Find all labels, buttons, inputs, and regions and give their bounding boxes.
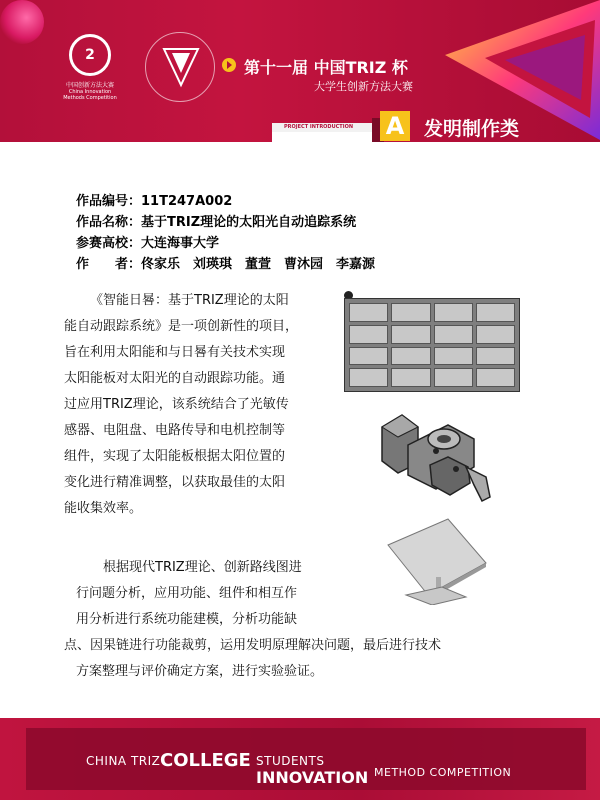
footer-text: CHINA TRIZ [86,754,161,768]
title-main: 第十一届 中国TRIZ 杯 [244,58,408,77]
project-meta [76,190,375,274]
text-line: 感器、电阻盘、电路传导和电机控制等 [64,423,286,438]
footer-text: METHOD COMPETITION [374,766,512,779]
category-letter: A [380,111,410,141]
motor-assembly-illustration [378,405,498,505]
method-paragraph [64,555,442,685]
triz-competition-logo [145,32,215,102]
solar-panel-illustration [344,291,522,394]
category-name: 发明制作类 [424,118,520,140]
meta-row: 作 者：佟家乐 刘瑛琪 董萱 曹沐园 李嘉源 [76,257,376,272]
text-line: 组件，实现了太阳能板根据太阳位置的 [64,449,286,464]
text-line: 《智能日晷：基于TRIZ理论的太阳 [90,293,289,308]
footer-text: STUDENTS [256,754,325,768]
meta-row: 作品名称：基于TRIZ理论的太阳光自动追踪系统 [76,215,357,230]
footer-text: INNOVATION [256,768,369,787]
category-bar [272,112,600,142]
text-line: 太阳能板对太阳光的自动跟踪功能。通 [64,371,286,386]
meta-row: 参赛高校：大连海事大学 [76,236,220,251]
footer-banner [0,718,600,800]
text-line: 过应用TRIZ理论，该系统结合了光敏传 [64,397,289,412]
cimc-logo: 2 中国创新方法大赛 China Innovation Methods Competition [55,34,125,101]
text-line: 能自动跟踪系统》是一项创新性的项目， [64,319,299,334]
text-line: 点、因果链进行功能裁剪，运用发明原理解决问题，最后进行技术 [64,638,442,653]
text-line: 根据现代TRIZ理论、创新路线图进 [90,560,302,575]
decorative-swirl-icon [0,0,44,44]
text-line: 旨在利用太阳能和与日晷有关技术实现 [64,345,286,360]
footer-text: COLLEGE [160,750,251,771]
text-line: 方案整理与评价确定方案，进行实验验证。 [76,664,324,679]
description-paragraph [64,288,339,522]
play-icon [222,58,236,72]
project-intro-label: PROJECT INTRODUCTION [284,124,354,130]
text-line: 能收集效率。 [64,501,143,516]
text-line: 变化进行精准调整，以获取最佳的太阳 [64,475,286,490]
text-line: 行问题分析，应用功能、组件和相互作 [76,586,298,601]
title-sub: 大学生创新方法大赛 [314,80,413,93]
meta-row: 作品编号：11T247A002 [76,194,233,209]
text-line: 用分析进行系统功能建模，分析功能缺 [76,612,298,627]
header-banner [0,0,600,142]
